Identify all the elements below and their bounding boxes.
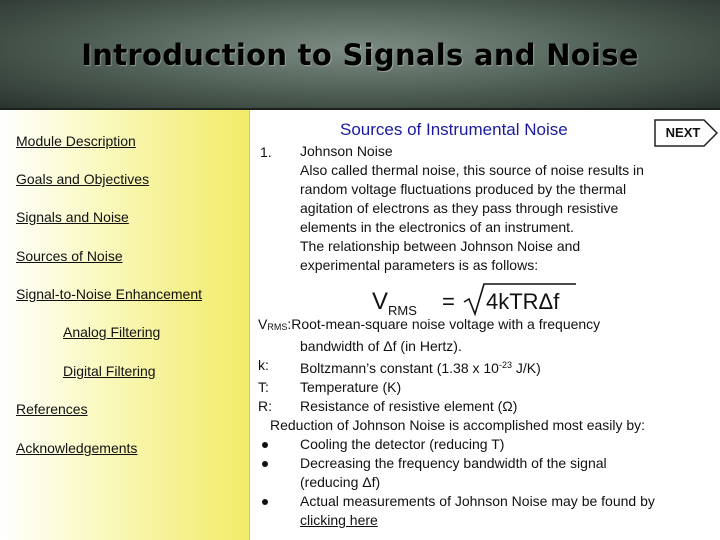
page-title: Introduction to Signals and Noise	[81, 38, 639, 72]
k-exponent: -23	[498, 360, 512, 370]
next-button-label: NEXT	[665, 125, 701, 140]
content-panel	[250, 110, 720, 540]
bullet-item	[258, 492, 720, 511]
section-title: Sources of Instrumental Noise	[340, 120, 568, 139]
intro-line: agitation of electrons as they pass through resistive	[300, 200, 619, 216]
t-text: Temperature (K)	[300, 379, 402, 395]
bullet-text: Cooling the detector (reducing T)	[300, 436, 505, 452]
bullet-text: (reducing Δf)	[300, 474, 381, 490]
sidebar-item-acknowledgements[interactable]: Acknowledgements	[16, 440, 138, 456]
reduction-text: Reduction of Johnson Noise is accomplished most easily by:	[270, 417, 646, 433]
header-banner	[0, 0, 720, 110]
vrms-label: V	[258, 316, 268, 332]
k-unit: J/K)	[511, 360, 541, 376]
bullet-icon	[262, 499, 268, 505]
sidebar-nav	[0, 110, 250, 540]
intro-line: random voltage fluctuations produced by the thermal	[300, 181, 627, 197]
definition-vrms-cont	[258, 337, 720, 356]
vrms-text-cont: bandwidth of Δf (in Hertz).	[300, 338, 462, 354]
intro-line: elements in the electronics of an instrument.	[300, 219, 574, 235]
sidebar-item-sources-of-noise[interactable]: Sources of Noise	[16, 248, 123, 264]
intro-line: Johnson Noise	[300, 143, 393, 159]
bullet-text: Actual measurements of Johnson Noise may be found by	[300, 493, 655, 509]
formula-lhs-sub: RMS	[388, 303, 417, 318]
johnson-noise-formula	[372, 280, 602, 320]
bullet-text: Decreasing the frequency bandwidth of the signal	[300, 455, 607, 471]
definition-t	[258, 378, 720, 397]
r-text: Resistance of resistive element (Ω)	[300, 398, 518, 414]
sidebar-item-signals-and-noise[interactable]: Signals and Noise	[16, 209, 129, 225]
clicking-here-link[interactable]: clicking here	[300, 512, 378, 528]
formula-equals: =	[442, 289, 455, 314]
sidebar-item-module-description[interactable]: Module Description	[16, 133, 136, 149]
formula-lhs: V	[372, 288, 389, 315]
intro-line: experimental parameters is as follows:	[300, 257, 539, 273]
k-label: k:	[258, 357, 269, 373]
formula-radicand: 4kTRΔf	[486, 289, 560, 314]
sidebar-item-digital-filtering[interactable]: Digital Filtering	[63, 363, 156, 379]
sidebar-item-analog-filtering[interactable]: Analog Filtering	[63, 324, 161, 340]
r-label: R:	[258, 398, 272, 414]
t-label: T:	[258, 379, 269, 395]
bullet-item	[258, 435, 720, 454]
definition-vrms	[258, 315, 720, 337]
vrms-subscript: RMS	[267, 322, 288, 332]
k-text: Boltzmann’s constant (1.38 x 10	[300, 360, 499, 376]
sidebar-item-signal-to-noise-enhancement[interactable]: Signal-to-Noise Enhancement	[16, 286, 202, 302]
sidebar-item-goals-and-objectives[interactable]: Goals and Objectives	[16, 171, 150, 187]
definition-k	[258, 356, 720, 378]
bullet-icon	[262, 461, 268, 467]
bullet-continuation	[258, 473, 720, 492]
item-number: 1.	[260, 144, 272, 160]
bullet-item	[258, 454, 720, 473]
bullet-continuation	[258, 511, 720, 530]
definition-r	[258, 397, 720, 416]
johnson-noise-intro	[300, 142, 720, 275]
intro-line: Also called thermal noise, this source of noise results in	[300, 162, 644, 178]
bullet-icon	[262, 442, 268, 448]
intro-line: The relationship between Johnson Noise and	[300, 238, 581, 254]
sidebar-item-references[interactable]: References	[16, 401, 88, 417]
definitions-block	[258, 315, 720, 530]
vrms-text: :Root-mean-square noise voltage with a frequency	[287, 316, 601, 332]
